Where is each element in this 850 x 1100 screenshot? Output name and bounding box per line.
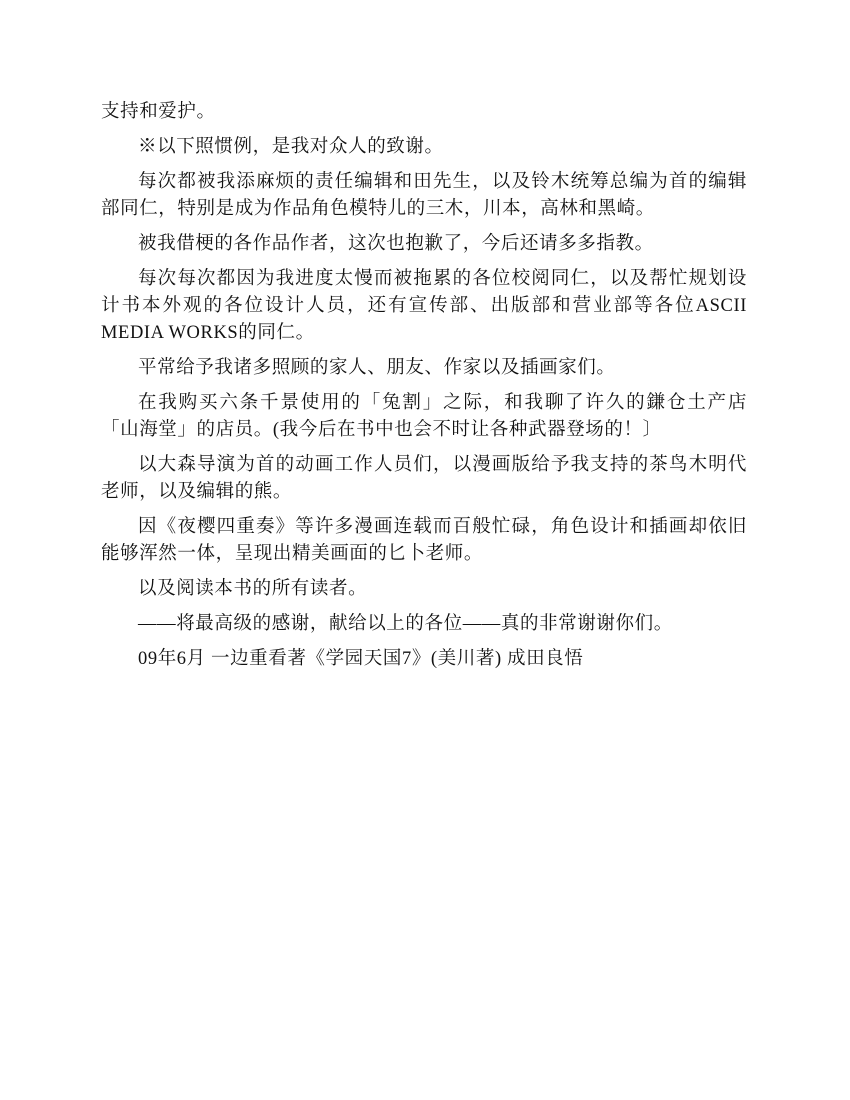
paragraph: 在我购买六条千景使用的「兔割」之际，和我聊了许久的鎌仓土产店「山海堂」的店员。(我今后在书中也会不时让各种武器登场的！〕 [101,393,747,440]
paragraph: 平常给予我诸多照顾的家人、朋友、作家以及插画家们。 [138,358,616,378]
signature-line: 09年6月 一边重看著《学园天国7》(美川著) 成田良悟 [138,649,584,669]
afterword-text [101,99,747,681]
paragraph: 以及阅读本书的所有读者。 [138,579,368,599]
paragraph: 因《夜樱四重奏》等许多漫画连载而百般忙碌，角色设计和插画却依旧能够浑然一体，呈现出精美画面的匕卜老师。 [101,517,747,564]
paragraph: 每次都被我添麻烦的责任编辑和田先生，以及铃木统筹总编为首的编辑部同仁，特别是成为作品角色模特儿的三木，川本，高林和黑崎。 [101,172,747,219]
paragraph: 每次每次都因为我进度太慢而被拖累的各位校阅同仁，以及帮忙规划设计书本外观的各位设计人员，还有宣传部、出版部和营业部等各位ASCII MEDIA WORKS的同仁。 [101,269,747,343]
paragraph: ——将最高级的感谢，献给以上的各位——真的非常谢谢你们。 [138,614,673,634]
paragraph: 被我借梗的各作品作者，这次也抱歉了，今后还请多多指教。 [138,234,654,254]
paragraph: ※以下照惯例，是我对众人的致谢。 [138,137,444,157]
paragraph: 以大森导演为首的动画工作人员们，以漫画版给予我支持的茶鸟木明代老师，以及编辑的熊。 [101,455,747,502]
paragraph: 支持和爱护。 [101,102,216,122]
